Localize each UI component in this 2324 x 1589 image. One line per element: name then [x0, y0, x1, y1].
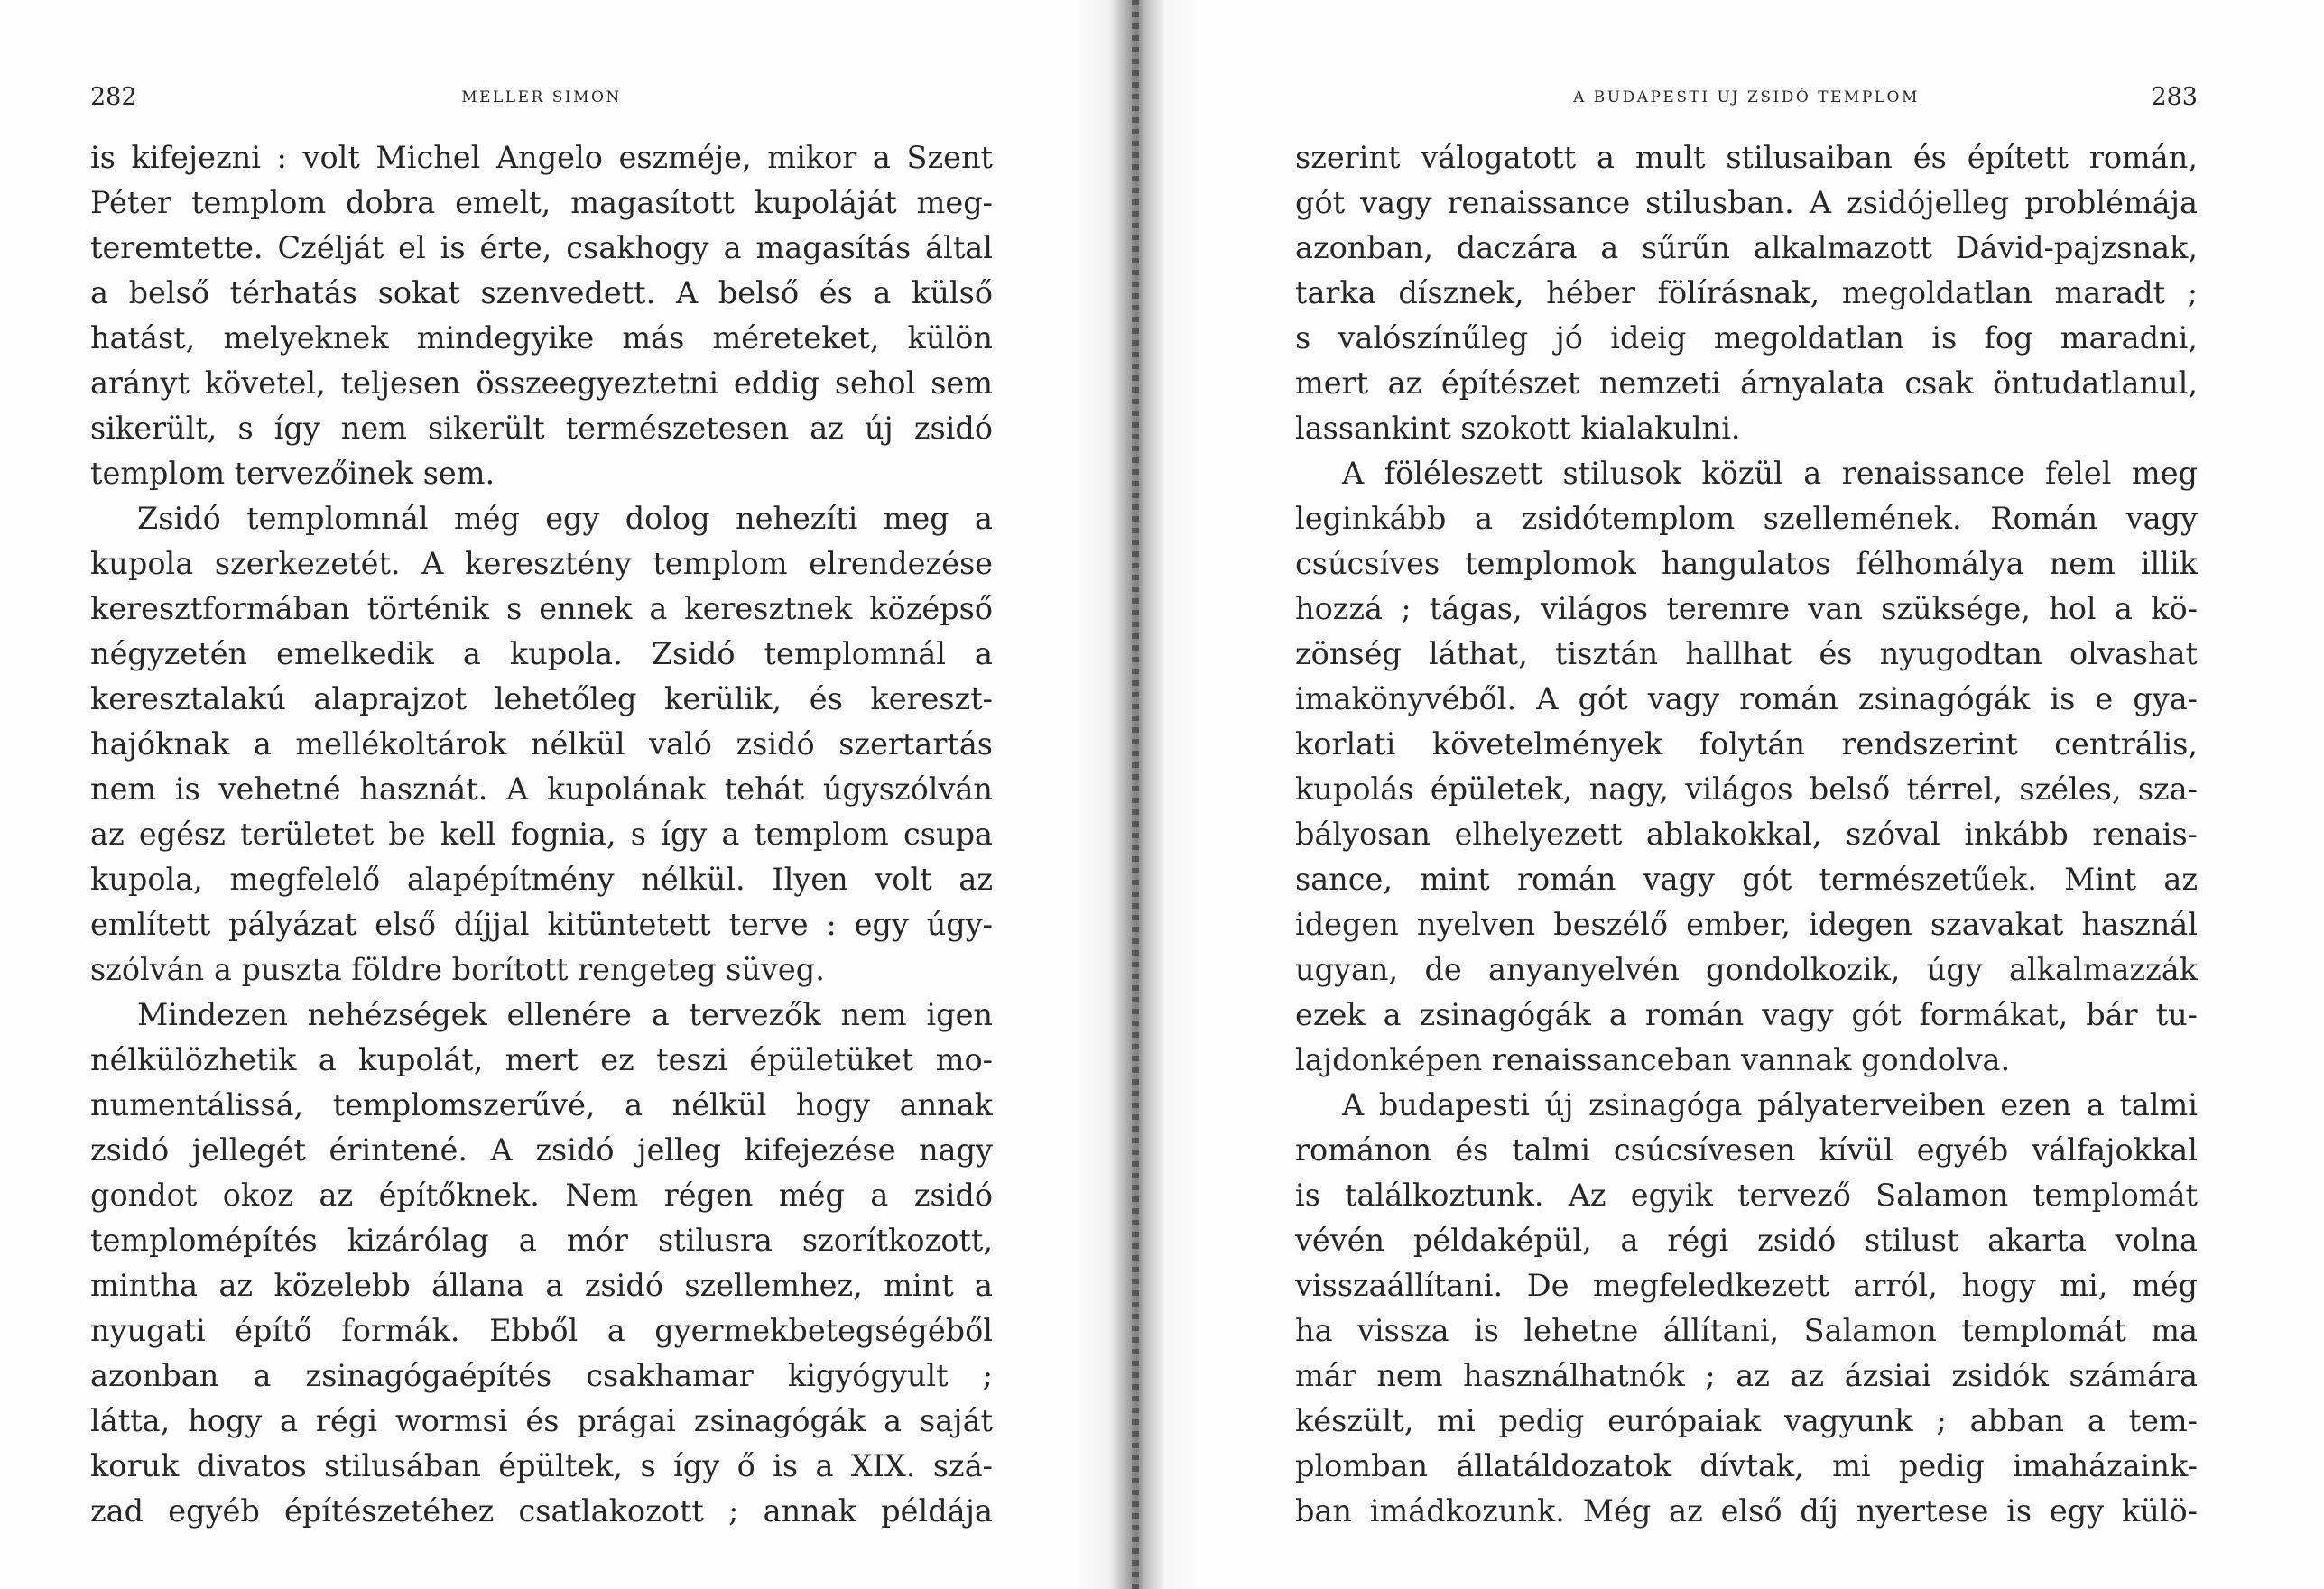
- text-line: mert az építészet nemzeti árnyalata csak öntudatlanul,: [1295, 365, 2198, 401]
- text-line: említett pályázat első díjjal kitüntetett terve : egy úgy-: [90, 907, 993, 942]
- right-page-text: [1295, 135, 2198, 1534]
- text-line: korlati követelmények folytán rendszerint centrális,: [1295, 726, 2198, 762]
- text-line: idegen nyelven beszélő ember, idegen szavakat használ: [1295, 907, 2198, 942]
- text-line: A föléleszett stilusok közül a renaissance felel meg: [1342, 456, 2198, 491]
- left-running-head-title: MELLER SIMON: [461, 88, 622, 106]
- text-line: csúcsíves templomok hangulatos félhomálya nem illik: [1295, 546, 2198, 581]
- text-line: szólván a puszta földre borított rengeteg süveg.: [90, 952, 825, 987]
- text-line: lassankint szokott kialakulni.: [1295, 411, 1741, 446]
- text-line: Zsidó templomnál még egy dolog nehezíti meg a: [137, 501, 993, 536]
- text-line: gondot okoz az építőknek. Nem régen még a zsidó: [90, 1178, 993, 1213]
- right-page-number: 283: [2151, 83, 2198, 111]
- text-line: keresztalakú alaprajzot lehetőleg kerülik, és kereszt-: [90, 681, 993, 716]
- text-line: kupola szerkezetét. A keresztény templom elrendezése: [90, 546, 993, 581]
- text-line: ban imádkozunk. Még az első díj nyertese is egy külö-: [1295, 1493, 2198, 1529]
- text-line: templomépítés kizárólag a mór stilusra szorítkozott,: [90, 1223, 993, 1258]
- text-line: gót vagy renaissance stilusban. A zsidójelleg problémája: [1295, 185, 2198, 220]
- text-line: lajdonképen renaissanceban vannak gondolva.: [1295, 1042, 2011, 1077]
- text-line: imakönyvéből. A gót vagy román zsinagógák is e gya-: [1295, 681, 2198, 716]
- text-line: plomban állatáldozatok dívtak, mi pedig imaházaink-: [1295, 1448, 2198, 1483]
- left-page: [90, 0, 993, 1589]
- text-line: hajóknak a mellékoltárok nélkül való zsidó szertartás: [90, 726, 993, 762]
- text-line: Mindezen nehézségek ellenére a tervezők nem igen: [137, 997, 993, 1032]
- text-line: numentálissá, templomszerűvé, a nélkül hogy annak: [90, 1087, 993, 1122]
- text-line: ha vissza is lehetne állítani, Salamon templomát ma: [1295, 1313, 2198, 1348]
- right-running-head: [1295, 79, 2198, 115]
- text-line: bályosan elhelyezett ablakokkal, szóval inkább renais-: [1295, 817, 2198, 852]
- text-line: sance, mint román vagy gót természetűek. Mint az: [1295, 862, 2198, 897]
- text-line: is találkoztunk. Az egyik tervező Salamon templomát: [1295, 1178, 2198, 1213]
- text-line: látta, hogy a régi wormsi és prágai zsinagógák a saját: [90, 1403, 993, 1438]
- text-line: zönség láthat, tisztán hallhat és nyugodtan olvashat: [1295, 636, 2198, 671]
- text-line: kupola, megfelelő alapépítmény nélkül. Ilyen volt az: [90, 862, 993, 897]
- text-line: ezek a zsinagógák a román vagy gót formákat, bár tu-: [1295, 997, 2198, 1032]
- text-line: már nem használhatnók ; az az ázsiai zsidók számára: [1295, 1358, 2198, 1393]
- text-line: mintha az közelebb állana a zsidó szellemhez, mint a: [90, 1268, 993, 1303]
- text-line: zad egyéb építészetéhez csatlakozott ; annak példája: [90, 1493, 993, 1529]
- text-line: azonban, daczára a sűrűn alkalmazott Dávid-pajzsnak,: [1295, 230, 2198, 265]
- text-line: románon és talmi csúcsívesen kívül egyéb válfajokkal: [1295, 1132, 2198, 1168]
- text-line: teremtette. Czélját el is érte, csakhogy a magasítás által: [90, 230, 993, 265]
- text-line: tarka dísznek, héber fölírásnak, megoldatlan maradt ;: [1295, 275, 2198, 310]
- text-line: sikerült, s így nem sikerült természetesen az új zsidó: [90, 411, 993, 446]
- text-line: visszaállítani. De megfeledkezett arról, hogy mi, még: [1295, 1268, 2198, 1303]
- text-line: hatást, melyeknek mindegyike más méreteket, külön: [90, 320, 993, 356]
- text-line: A budapesti új zsinagóga pályaterveiben ezen a talmi: [1342, 1087, 2198, 1122]
- text-line: négyzetén emelkedik a kupola. Zsidó templomnál a: [90, 636, 993, 671]
- text-line: azonban a zsinagógaépítés csakhamar kigyógyult ;: [90, 1358, 993, 1393]
- text-line: is kifejezni : volt Michel Angelo eszméje, mikor a Szent: [90, 140, 993, 175]
- text-line: templom tervezőinek sem.: [90, 456, 495, 491]
- text-line: az egész területet be kell fognia, s így a templom csupa: [90, 817, 993, 852]
- text-line: szerint válogatott a mult stilusaiban és épített román,: [1295, 140, 2198, 175]
- text-line: nyugati építő formák. Ebből a gyermekbetegségéből: [90, 1313, 993, 1348]
- left-running-head: [90, 79, 993, 115]
- text-line: s valószínűleg jó ideig megoldatlan is fog maradni,: [1295, 320, 2198, 356]
- text-line: hozzá ; tágas, világos teremre van szüksége, hol a kö-: [1295, 591, 2198, 626]
- text-line: vévén példaképül, a régi zsidó stilust akarta volna: [1295, 1223, 2198, 1258]
- left-page-text: [90, 135, 993, 1534]
- text-line: zsidó jellegét érintené. A zsidó jelleg kifejezése nagy: [90, 1132, 993, 1168]
- text-line: arányt követel, teljesen összeegyeztetni eddig sehol sem: [90, 365, 993, 401]
- text-line: nem is vehetné hasznát. A kupolának tehát úgyszólván: [90, 771, 993, 807]
- text-line: Péter templom dobra emelt, magasított kupoláját meg-: [90, 185, 993, 220]
- right-running-head-title: A BUDAPESTI UJ ZSIDÓ TEMPLOM: [1573, 88, 1920, 106]
- text-line: nélkülözhetik a kupolát, mert ez teszi épületüket mo-: [90, 1042, 993, 1077]
- text-line: koruk divatos stilusában épültek, s így ő is a XIX. szá-: [90, 1448, 993, 1483]
- text-line: leginkább a zsidótemplom szellemének. Román vagy: [1295, 501, 2198, 536]
- text-line: a belső térhatás sokat szenvedett. A belső és a külső: [90, 275, 993, 310]
- left-page-number: 282: [90, 83, 137, 111]
- text-line: kupolás épületek, nagy, világos belső térrel, széles, sza-: [1295, 771, 2198, 807]
- book-binding-streak: [1132, 0, 1139, 1589]
- text-line: keresztformában történik s ennek a keresztnek középső: [90, 591, 993, 626]
- text-line: ugyan, de anyanyelvén gondolkozik, úgy alkalmazzák: [1295, 952, 2198, 987]
- right-page: [1295, 0, 2198, 1589]
- text-line: készült, mi pedig európaiak vagyunk ; abban a tem-: [1295, 1403, 2198, 1438]
